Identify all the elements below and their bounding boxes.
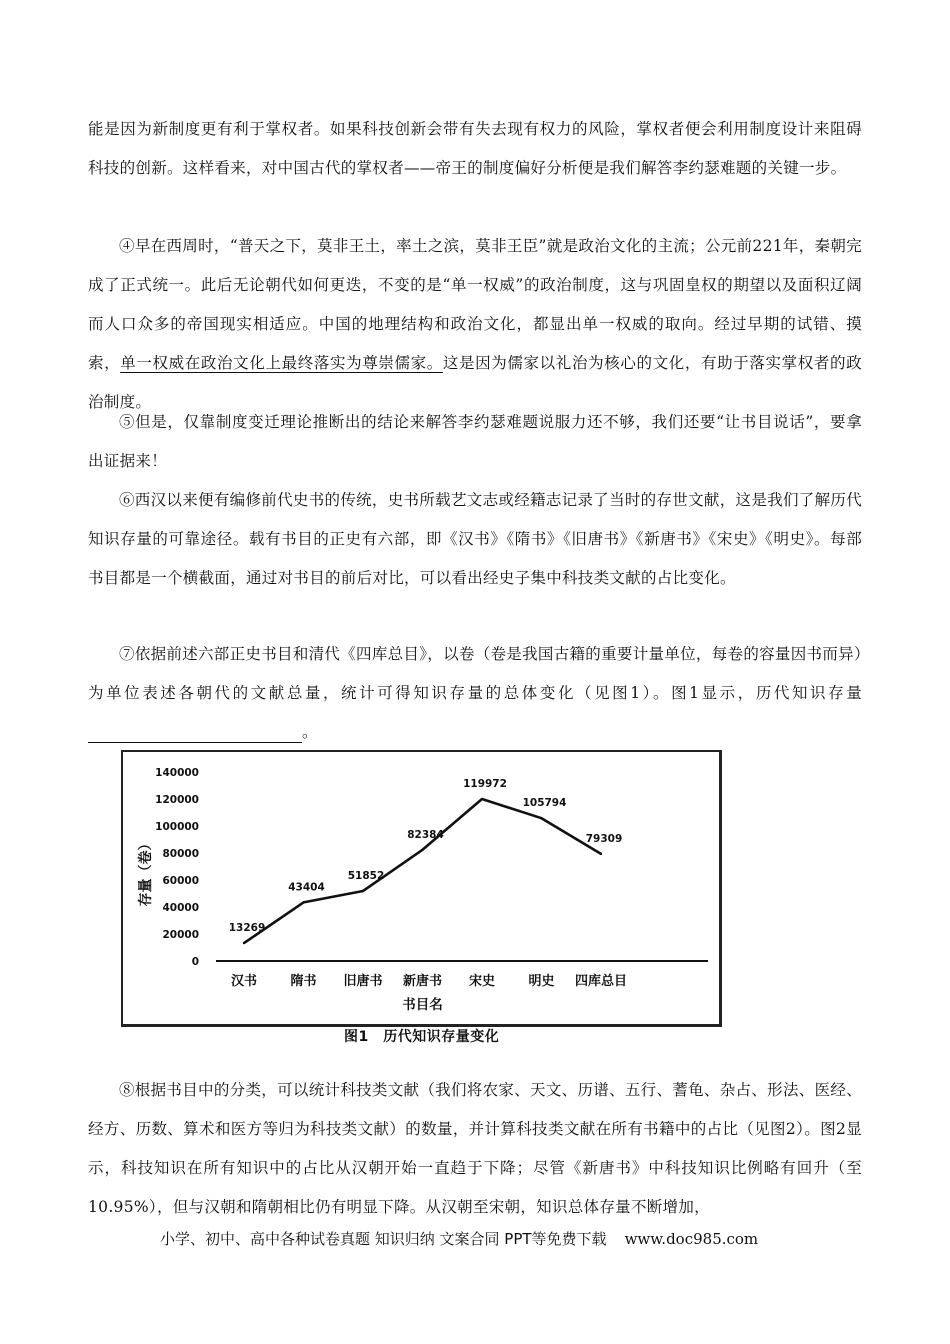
paragraph-8 — [88, 1071, 862, 1227]
x-tick-label: 新唐书 — [402, 974, 443, 989]
underlined-sentence: 单一权威在政治文化上最终落实为尊崇儒家。 — [120, 354, 443, 372]
footer-site[interactable]: www.doc985.com — [624, 1230, 759, 1248]
x-tick-label: 四库总目 — [574, 974, 628, 989]
y-tick-label: 80000 — [162, 848, 199, 860]
x-tick-label: 汉书 — [230, 974, 258, 989]
data-label: 79309 — [585, 832, 623, 845]
y-tick-label: 40000 — [162, 902, 199, 914]
data-label: 105794 — [522, 797, 567, 810]
paragraph-7-text: ⑦依据前述六部正史书目和清代《四库总目》，以卷（卷是我国古籍的重要计量单位，每卷的容量因书而异）为单位表述各朝代的文献总量，统计可得知识存量的总体变化（见图1）。图1显示，历代知识存量 — [88, 645, 862, 702]
paragraph-7 — [88, 635, 862, 752]
data-label: 119972 — [463, 778, 507, 791]
x-tick-label: 旧唐书 — [343, 974, 383, 989]
y-tick-label: 20000 — [162, 929, 199, 941]
data-label: 82384 — [407, 828, 444, 841]
data-point — [243, 942, 245, 944]
y-tick-label: 60000 — [162, 875, 199, 887]
footer-text: 小学、初中、高中各种试卷真题 知识归纳 文案合同 PPT等免费下载 — [160, 1230, 607, 1248]
answer-blank[interactable] — [88, 720, 302, 743]
y-tick-label: 140000 — [155, 767, 199, 779]
data-point — [421, 849, 423, 851]
paragraph-4 — [88, 227, 862, 422]
paragraph-continued — [88, 110, 862, 188]
x-tick-label: 宋史 — [468, 974, 496, 989]
paragraph-text: 能是因为新制度更有利于掌权者。如果科技创新会带有失去现有权力的风险，掌权者便会利用制度设计来阻碍科技的创新。这样看来，对中国古代的掌权者——帝王的制度偏好分析便是我们解答李约瑟难题的关键一步。 — [88, 120, 862, 177]
y-tick-label: 120000 — [155, 794, 199, 806]
data-point — [540, 817, 542, 819]
data-label: 51852 — [347, 869, 385, 882]
figure-1-chart — [121, 750, 722, 1027]
paragraph-4-text: ④早在西周时，“普天之下，莫非王土，率土之滨，莫非王臣”就是政治文化的主流；公元前221年，秦朝完成了正式统一。此后无论朝代如何更迭，不变的是“单一权威”的政治制度，这与巩固皇权的期望以及面积辽阔而人口众多的帝国现实相适应。中国的地理结构和政治文化，都显出单一权威的取向。经过早期的试错、摸索， — [88, 237, 862, 372]
y-tick-label: 100000 — [155, 821, 199, 833]
paragraph-4-text-end: 这是因为儒家以礼治为核心的文化，有助于落实掌权者的政治制度。 — [88, 354, 862, 411]
x-axis-label: 书目名 — [402, 997, 443, 1013]
data-point — [362, 890, 364, 892]
page-footer — [160, 1228, 800, 1249]
paragraph-6-text: ⑥西汉以来便有编修前代史书的传统，史书所载艺文志或经籍志记录了当时的存世文献，这是我们了解历代知识存量的可靠途径。载有书目的正史有六部，即《汉书》《隋书》《旧唐书》《新唐书》《宋史》《明史》。每部书目都是一个横截面，通过对书目的前后对比，可以看出经史子集中科技类文献的占比变化。 — [88, 491, 862, 587]
y-axis-label: 存量（卷） — [138, 836, 154, 907]
data-point — [302, 901, 304, 903]
x-tick-label: 隋书 — [290, 974, 317, 989]
x-tick-label: 明史 — [528, 974, 555, 989]
y-tick-label: 0 — [191, 956, 199, 968]
figure-caption: 图1 历代知识存量变化 — [344, 1029, 500, 1045]
data-label: 13269 — [228, 922, 266, 935]
paragraph-5 — [88, 403, 862, 481]
data-point — [481, 798, 483, 800]
series-line — [244, 799, 601, 943]
paragraph-8-text: ⑧根据书目中的分类，可以统计科技类文献（我们将农家、天文、历谱、五行、蓍龟、杂占、形法、医经、经方、历数、算术和医方等归为科技类文献）的数量，并计算科技类文献在所有书籍中的占比（见图2）。图2显示，科技知识在所有知识中的占比从汉朝开始一直趋于下降；尽管《新唐书》中科技知识比例略有回升（至10.95%），但与汉朝和隋朝相比仍有明显下降。从汉朝至宋朝，知识总体存量不断增加， — [88, 1081, 862, 1216]
data-label: 43404 — [288, 881, 325, 894]
line-chart-svg — [123, 752, 719, 1024]
data-point — [600, 853, 602, 855]
paragraph-6 — [88, 481, 862, 598]
paragraph-5-text: ⑤但是，仅靠制度变迁理论推断出的结论来解答李约瑟难题说服力还不够，我们还要“让书目说话”，要拿出证据来！ — [88, 413, 862, 470]
paragraph-7-end: 。 — [302, 723, 318, 741]
